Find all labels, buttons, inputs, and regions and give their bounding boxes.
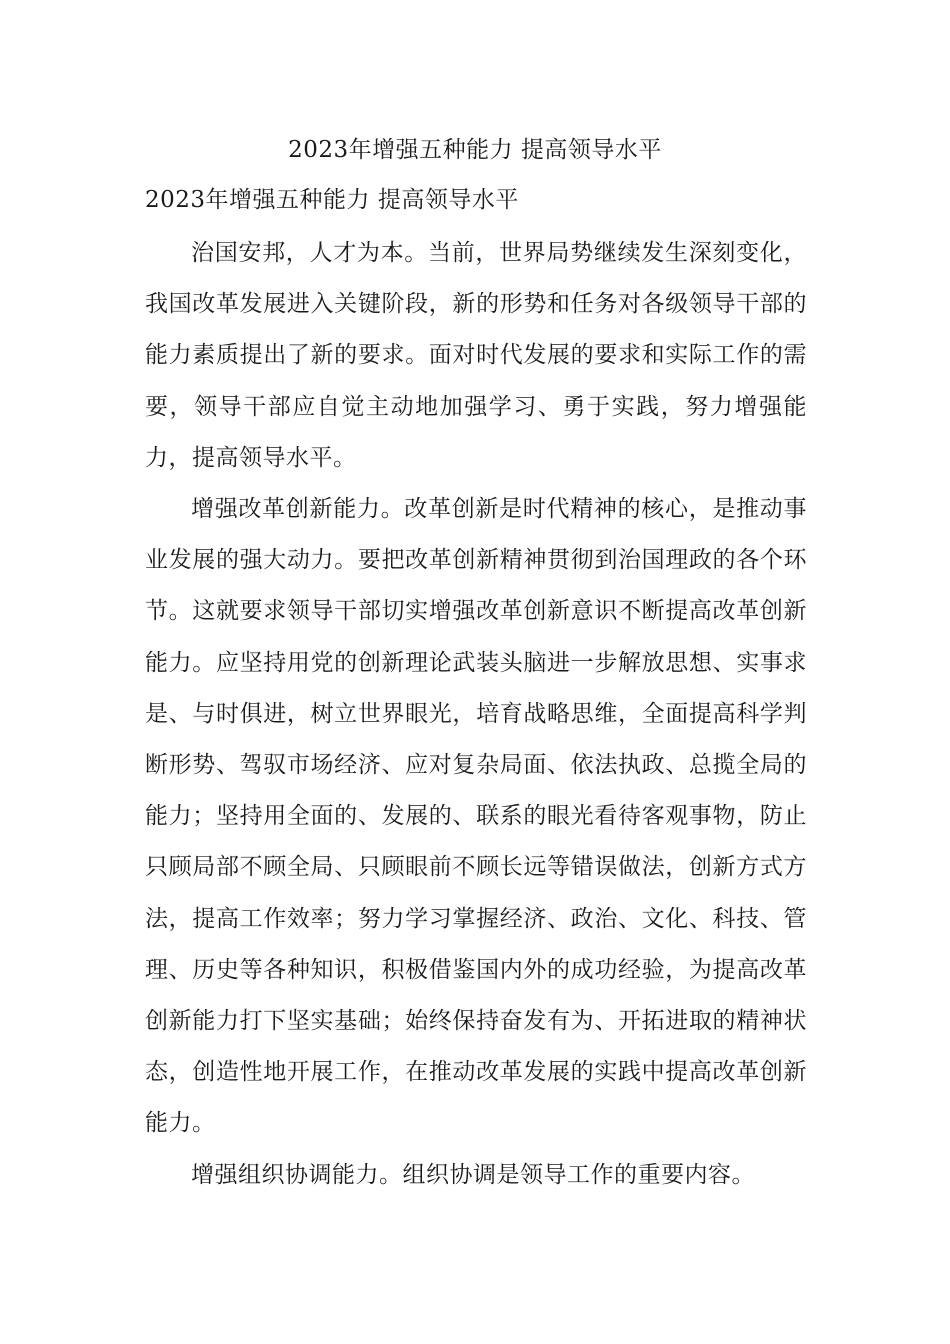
paragraph-intro: 治国安邦，人才为本。当前，世界局势继续发生深刻变化，我国改革发展进入关键阶段，新的形势和任务对各级领导干部的能力素质提出了新的要求。面对时代发展的要求和实际工作的需要，领导干部应自觉主动地加强学习、勇于实践，努力增强能力，提高领导水平。: [145, 240, 807, 471]
body-text: [145, 228, 807, 1201]
page-title: 2023年增强五种能力 提高领导水平: [288, 137, 662, 163]
paragraph-organization-coordination: 增强组织协调能力。组织协调是领导工作的重要内容。: [191, 1161, 755, 1188]
page-subtitle: 2023年增强五种能力 提高领导水平: [145, 187, 519, 213]
paragraph-reform-innovation: 增强改革创新能力。改革创新是时代精神的核心，是推动事业发展的强大动力。要把改革创新精神贯彻到治国理政的各个环节。这就要求领导干部切实增强改革创新意识不断提高改革创新能力。应坚持用党的创新理论武装头脑进一步解放思想、实事求是、与时俱进，树立世界眼光，培育战略思维，全面提高科学判断形势、驾驭市场经济、应对复杂局面、依法执政、总揽全局的能力；坚持用全面的、发展的、联系的眼光看待客观事物，防止只顾局部不顾全局、只顾眼前不顾长远等错误做法，创新方式方法，提高工作效率；努力学习掌握经济、政治、文化、科技、管理、历史等各种知识，积极借鉴国内外的成功经验，为提高改革创新能力打下坚实基础；始终保持奋发有为、开拓进取的精神状态，创造性地开展工作，在推动改革发展的实践中提高改革创新能力。: [145, 496, 807, 1137]
